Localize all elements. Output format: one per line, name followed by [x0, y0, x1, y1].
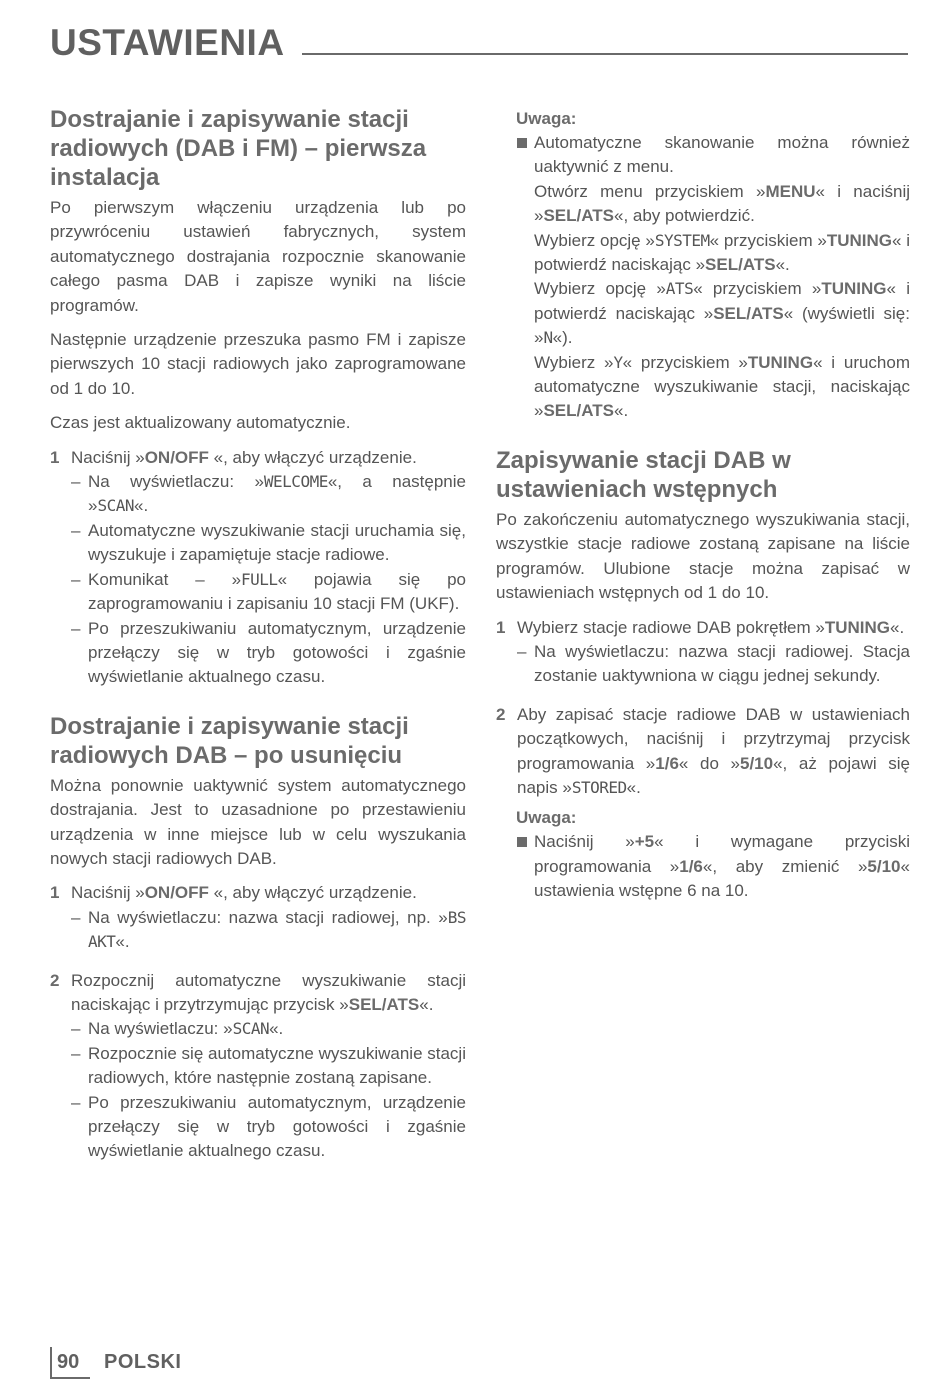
- display-text: STORED: [571, 777, 627, 797]
- square-bullet-icon: [517, 138, 527, 148]
- paragraph: Następnie urządzenie przeszuka pasmo FM i zapisze pierwszych 10 stacji radiowych jako zaprogramowane od 1 do 10.: [50, 330, 466, 398]
- display-text: ATS: [665, 279, 694, 299]
- sub-item: – Na wyświetlaczu: nazwa stacji radiowej. Stacja zostanie uaktywniona w ciągu jednej sekundy.: [496, 640, 910, 689]
- step-2: 2 Rozpocznij automatyczne wyszukiwanie stacji naciskając i przytrzymując przycisk »SEL/ATS«.: [50, 970, 466, 1014]
- sub-item: – Rozpocznie się automatyczne wyszukiwanie stacji radiowych, które następnie zostaną zapisane.: [50, 1042, 466, 1091]
- footer-underline: [52, 1377, 90, 1379]
- paragraph: Można ponownie uaktywnić system automatycznego dostrajania. Jest to uzasadnione po przestawieniu urządzenia w inne miejsce lub w celu wyszukania nowych stacji radiowych DAB.: [50, 775, 466, 868]
- step-number: 1: [50, 883, 60, 903]
- note-title: Uwaga:: [516, 808, 577, 828]
- note-item: Automatyczne skanowanie można również uaktywnić z menu.: [496, 131, 910, 180]
- sub-item: – Komunikat – »FULL« pojawia się po zaprogramowaniu i zapisaniu 10 stacji FM (UKF).: [50, 568, 466, 617]
- key-label: MENU: [765, 181, 816, 201]
- key-label: ON/OFF: [144, 883, 209, 903]
- section-title-first-installation: Dostrajanie i zapisywanie stacji radiowych (DAB i FM) – pierwsza instalacja: [50, 106, 427, 191]
- note-line: Wybierz opcję »SYSTEM« przyciskiem »TUNING« i potwierdź naciskając »SEL/ATS«.: [534, 230, 910, 275]
- key-label: ON/OFF: [144, 447, 209, 467]
- key-label: +5: [634, 832, 655, 852]
- page-title: USTAWIENIA: [50, 22, 285, 63]
- display-text: N: [543, 328, 553, 348]
- key-label: 1/6: [679, 856, 703, 876]
- step-1: 1 Naciśnij »ON/OFF «, aby włączyć urządzenie.: [50, 446, 466, 470]
- key-label: SEL/ATS: [713, 303, 784, 323]
- key-label: TUNING: [747, 352, 814, 372]
- sub-item: – Automatyczne wyszukiwanie stacji uruchamia się, wyszukuje i zapamiętuje stacje radiowe.: [50, 519, 466, 568]
- step-number: 1: [496, 617, 506, 637]
- language-label: POLSKI: [104, 1351, 182, 1373]
- step-number: 2: [496, 704, 506, 724]
- display-text: SCAN: [232, 1019, 270, 1039]
- step-number: 2: [50, 970, 60, 990]
- section-title-presets: Zapisywanie stacji DAB w ustawieniach wstępnych: [496, 446, 791, 503]
- display-text: SYSTEM: [654, 230, 710, 250]
- key-label: SEL/ATS: [543, 401, 614, 421]
- key-label: TUNING: [824, 617, 891, 637]
- left-column: [50, 105, 466, 1164]
- display-text: BS AKT: [88, 907, 466, 952]
- step-1: 1 Wybierz stacje radiowe DAB pokrętłem »TUNING«.: [496, 616, 910, 640]
- right-column: [496, 107, 910, 904]
- key-label: SEL/ATS: [543, 206, 614, 226]
- footer-bar: [50, 1347, 52, 1379]
- sub-item: – Na wyświetlaczu: »WELCOME«, a następnie »SCAN«.: [50, 470, 466, 519]
- note-line: Otwórz menu przyciskiem »MENU« i naciśnij »SEL/ATS«, aby potwierdzić.: [534, 181, 911, 226]
- paragraph: Po pierwszym włączeniu urządzenia lub po przywróceniu ustawień fabrycznych, system automatycznego dostrajania rozpocznie skanowanie całego pasma DAB i zapisze wyniki na liście programów.: [50, 198, 466, 315]
- header-rule: [302, 53, 908, 55]
- section-title-after-reset: Dostrajanie i zapisywanie stacji radiowych DAB – po usunięciu: [50, 712, 409, 769]
- step-1: 1 Naciśnij »ON/OFF «, aby włączyć urządzenie.: [50, 881, 466, 905]
- key-label: TUNING: [826, 230, 893, 250]
- display-text: WELCOME: [263, 472, 328, 492]
- display-text: FULL: [241, 569, 278, 589]
- square-bullet-icon: [517, 837, 527, 847]
- sub-item: – Po przeszukiwaniu automatycznym, urządzenie przełączy się w tryb gotowości i zgaśnie wyświetlanie aktualnego czasu.: [50, 1091, 466, 1164]
- key-label: TUNING: [821, 279, 887, 299]
- sub-item: – Po przeszukiwaniu automatycznym, urządzenie przełączy się w tryb gotowości i zgaśnie wyświetlanie aktualnego czasu.: [50, 617, 466, 690]
- key-label: 5/10: [739, 753, 774, 773]
- page-number: 90: [57, 1351, 80, 1373]
- step-2: 2 Aby zapisać stacje radiowe DAB w ustawieniach początkowych, naciśnij i przytrzymaj przycisk programowania »1/6« do »5/10«, aż pojawi się napis »STORED«.: [496, 704, 911, 797]
- note-line: Wybierz »Y« przyciskiem »TUNING« i uruchom automatyczne wyszukiwanie stacji, naciskając »SEL/ATS«.: [534, 352, 910, 421]
- note-title: Uwaga:: [516, 109, 577, 128]
- sub-item: – Na wyświetlaczu: »SCAN«.: [50, 1017, 466, 1041]
- key-label: SEL/ATS: [705, 255, 776, 275]
- key-label: 5/10: [867, 856, 901, 876]
- note-item: Naciśnij »+5« i wymagane przyciski programowania »1/6«, aby zmienić »5/10« ustawienia wstępne 6 na 10.: [496, 830, 910, 903]
- step-number: 1: [50, 447, 60, 467]
- display-text: SCAN: [97, 496, 134, 516]
- note-line: Wybierz opcję »ATS« przyciskiem »TUNING« i potwierdź naciskając »SEL/ATS« (wyświetli się: »N«).: [534, 279, 910, 348]
- paragraph: Po zakończeniu automatycznego wyszukiwania stacji, wszystkie stacje radiowe zostaną zapisane na liście programów. Ulubione stacje można zapisać w ustawieniach wstępnych od 1 do 10.: [496, 509, 910, 603]
- page-header: [50, 22, 908, 64]
- display-text: Y: [613, 352, 623, 372]
- sub-item: – Na wyświetlaczu: nazwa stacji radiowej, np. »BS AKT«.: [50, 906, 466, 955]
- paragraph: Czas jest aktualizowany automatycznie.: [50, 413, 351, 433]
- key-label: 1/6: [655, 753, 679, 773]
- key-label: SEL/ATS: [348, 994, 420, 1014]
